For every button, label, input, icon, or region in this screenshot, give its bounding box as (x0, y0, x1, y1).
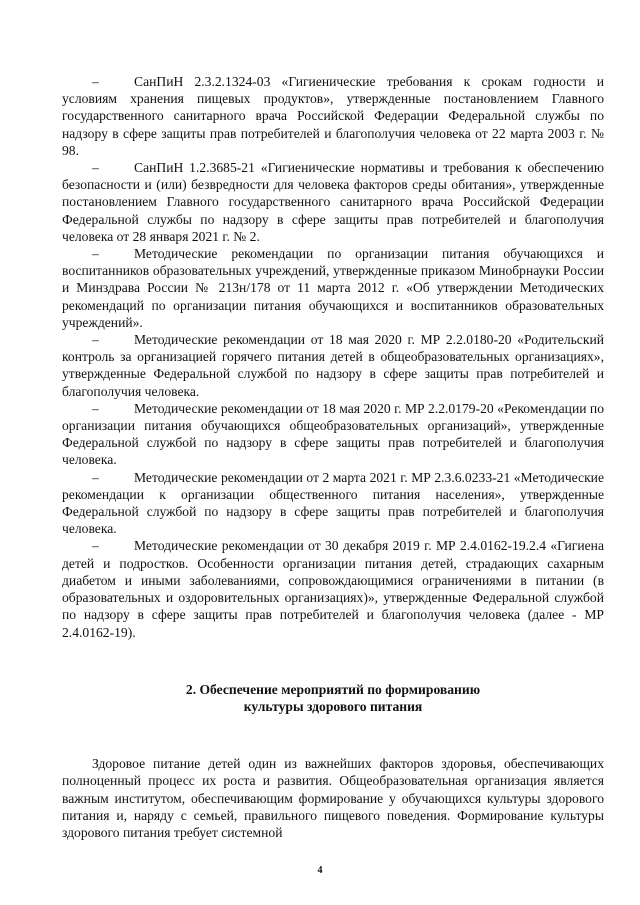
list-item (62, 469, 604, 538)
list-item-text: Методические рекомендации от 30 декабря 2019 г. МР 2.4.0162-19.2.4 «Гигиена детей и подростков. Особенности организации питания детей, страдающих сахарным диабетом и иными заболеваниями, сопровождающимися ограничениями в питании (в образовательных и оздоровительных организациях)», утвержденные Федеральной службой по надзору в сфере защиты прав потребителей и благополучия человека (далее - МР 2.4.0162-19). (62, 538, 604, 640)
list-dash: – (92, 160, 99, 176)
list-item (62, 73, 604, 159)
list-item-text: Методические рекомендации от 18 мая 2020 г. МР 2.2.0180-20 «Родительский контроль за организацией горячего питания детей в общеобразовательных организациях», утвержденные Федеральной службой по надзору в сфере защиты прав потребителей и благополучия человека. (62, 332, 604, 399)
list-item (62, 400, 604, 469)
list-dash: – (92, 74, 99, 89)
list-item (62, 245, 604, 331)
regulations-list (62, 73, 604, 641)
body-paragraph: Здоровое питание детей один из важнейших факторов здоровья, обеспечивающих полноценный процесс их роста и развития. Общеобразовательная организация является важным институтом, обеспечивающим формирование у обучающихся культуры здорового питания и, наряду с семьей, правильного пищевого поведения. Формирование культуры здорового питания требует системной (62, 756, 604, 840)
section-heading-line-2: культуры здорового питания (243, 698, 423, 714)
list-item (62, 331, 604, 400)
page-number: 4 (317, 865, 323, 876)
list-item-text: СанПиН 1.2.3685-21 «Гигиенические нормативы и требования к обеспечению безопасности и (или) безвредности для человека факторов среды обитания», утвержденные постановлением Главного государственного санитарного врача Российской Федерации Федеральной службы по надзору в сфере защиты прав потребителей и благополучия человека от 28 января 2021 г. № 2. (62, 160, 604, 244)
list-dash: – (92, 246, 99, 262)
list-item (62, 537, 604, 640)
section-heading (62, 681, 604, 715)
list-dash: – (92, 400, 99, 416)
list-item-text: Методические рекомендации от 2 марта 2021 г. МР 2.3.6.0233-21 «Методические рекомендации к организации общественного питания населения», утвержденные Федеральной службой по надзору в сфере защиты прав потребителей и благополучия человека. (62, 469, 604, 537)
list-item-text: Методические рекомендации от 18 мая 2020 г. МР 2.2.0179-20 «Рекомендации по организации питания обучающихся общеобразовательных организаций», утвержденные Федеральной службой по надзору в сфере защиты прав потребителей и благополучия человека. (62, 400, 604, 468)
list-dash: – (92, 469, 99, 485)
list-item-text: СанПиН 2.3.2.1324-03 «Гигиенические требования к срокам годности и условиям хранения пищевых продуктов», утвержденные постановлением Главного государственного санитарного врача Российской Федерации Федеральной службы по надзору в сфере защиты прав потребителей и благополучия человека от 22 марта 2003 г. № 98. (62, 74, 604, 158)
list-dash: – (92, 332, 99, 348)
list-item-text: Методические рекомендации по организации питания обучающихся и воспитанников образовательных учреждений, утвержденные приказом Минобрнауки России и Минздрава России № 213н/178 от 11 марта 2012 г. «Об утверждении Методических рекомендаций по организации питания обучающихся и воспитанников образовательных учреждений». (62, 246, 604, 330)
list-item (62, 159, 604, 245)
list-dash: – (92, 538, 99, 554)
section-heading-line-1: 2. Обеспечение мероприятий по формированию (185, 681, 481, 697)
